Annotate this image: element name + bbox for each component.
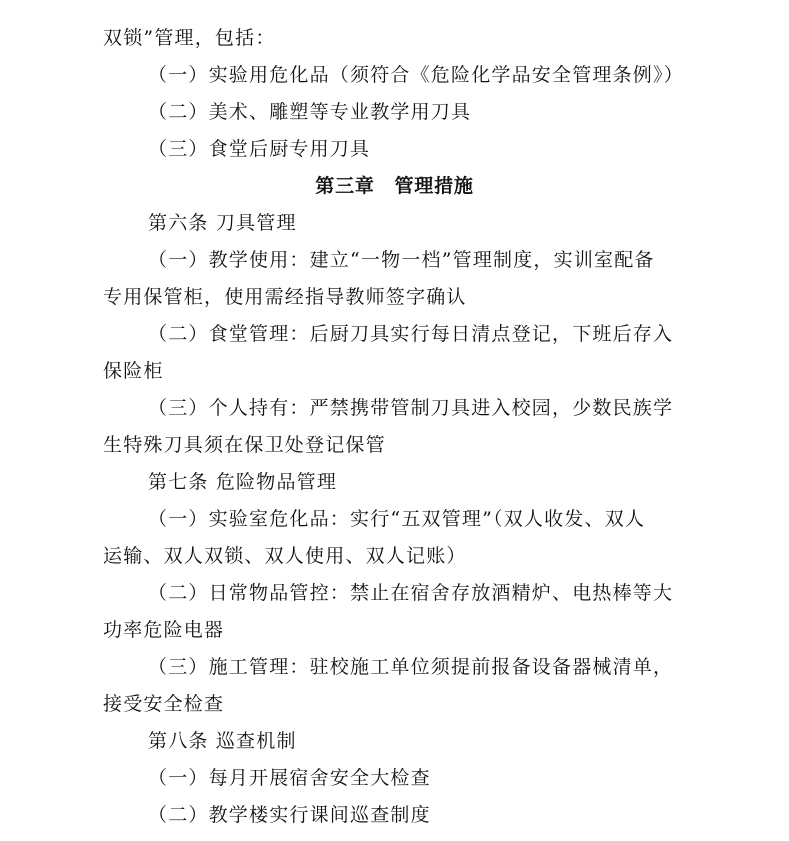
list-item: （一）教学使用：建立“一物一档”管理制度，实训室配备: [148, 249, 655, 271]
list-item: （二）教学楼实行课间巡查制度: [148, 804, 431, 826]
article-heading: 第七条 危险物品管理: [148, 471, 338, 493]
chapter-heading: 第三章 管理措施: [315, 175, 474, 197]
list-item: （三）施工管理：驻校施工单位须提前报备设备器械清单，: [148, 656, 674, 678]
text-line: 功率危险电器: [103, 619, 225, 641]
article-heading: 第六条 刀具管理: [148, 212, 297, 234]
list-item: （二）食堂管理：后厨刀具实行每日清点登记，下班后存入: [148, 323, 674, 345]
text-line: 专用保管柜，使用需经指导教师签字确认: [103, 286, 467, 308]
text-line: 运输、双人双锁、双人使用、双人记账）: [103, 545, 467, 567]
list-item: （三）个人持有：严禁携带管制刀具进入校园，少数民族学: [148, 397, 674, 419]
text-line: 保险柜: [103, 360, 164, 382]
text-line: 生特殊刀具须在保卫处登记保管: [103, 434, 386, 456]
list-item: （三）食堂后厨专用刀具: [148, 138, 371, 160]
list-item: （一）每月开展宿舍安全大检查: [148, 767, 431, 789]
list-item: （二）日常物品管控：禁止在宿舍存放酒精炉、电热棒等大: [148, 582, 674, 604]
list-item: （一）实验室危化品：实行“五双管理”（双人收发、双人: [148, 508, 646, 530]
list-item: （二）美术、雕塑等专业教学用刀具: [148, 101, 472, 123]
article-heading: 第八条 巡查机制: [148, 730, 297, 752]
text-line: 双锁”管理，包括：: [103, 27, 276, 49]
text-line: 接受安全检查: [103, 693, 225, 715]
list-item: （一）实验用危化品（须符合《危险化学品安全管理条例》）: [148, 64, 684, 86]
